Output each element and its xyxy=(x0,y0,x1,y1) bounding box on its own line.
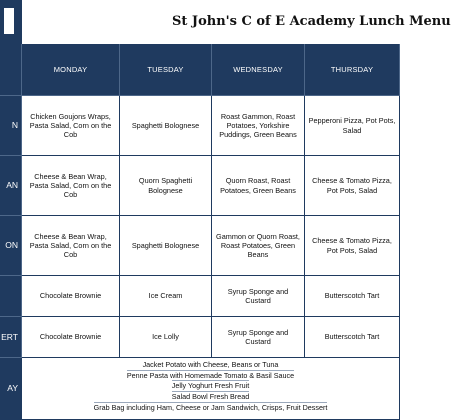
row-label: ERT xyxy=(0,317,22,358)
page-title: St John's C of E Academy Lunch Menu xyxy=(172,14,451,29)
daily-option: Salad Bowl Fresh Bread xyxy=(171,392,250,402)
menu-cell: Spaghetti Bolognese xyxy=(120,96,212,156)
menu-cell: Spaghetti Bolognese xyxy=(120,216,212,276)
row-label: AN xyxy=(0,156,22,216)
menu-cell: Chocolate Brownie xyxy=(22,276,120,317)
menu-cell: Syrup Sponge and Custard xyxy=(212,317,305,358)
row-label: N xyxy=(0,96,22,156)
corner-cell xyxy=(0,44,22,96)
menu-cell: Ice Lolly xyxy=(120,317,212,358)
logo-mark xyxy=(4,8,14,34)
menu-cell: Quorn Spaghetti Bolognese xyxy=(120,156,212,216)
row-label: AY xyxy=(0,358,22,420)
menu-table xyxy=(0,44,400,412)
menu-cell: Cheese & Tomato Pizza, Pot Pots, Salad xyxy=(305,216,400,276)
day-header-tuesday: TUESDAY xyxy=(120,44,212,96)
menu-cell: Butterscotch Tart xyxy=(305,317,400,358)
day-header-wednesday: WEDNESDAY xyxy=(212,44,305,96)
menu-cell: Cheese & Tomato Pizza, Pot Pots, Salad xyxy=(305,156,400,216)
menu-cell: Cheese & Bean Wrap, Pasta Salad, Corn on the Cob xyxy=(22,156,120,216)
row-label: ON xyxy=(0,216,22,276)
menu-cell: Chocolate Brownie xyxy=(22,317,120,358)
menu-cell: Gammon or Quorn Roast, Roast Potatoes, Green Beans xyxy=(212,216,305,276)
menu-cell: Cheese & Bean Wrap, Pasta Salad, Corn on the Cob xyxy=(22,216,120,276)
menu-cell: Butterscotch Tart xyxy=(305,276,400,317)
menu-cell: Chicken Goujons Wraps, Pasta Salad, Corn on the Cob xyxy=(22,96,120,156)
menu-cell: Roast Gammon, Roast Potatoes, Yorkshire Puddings, Green Beans xyxy=(212,96,305,156)
day-header-monday: MONDAY xyxy=(22,44,120,96)
school-logo xyxy=(0,0,22,44)
daily-option: Jelly Yoghurt Fresh Fruit xyxy=(171,381,250,391)
daily-option: Grab Bag including Ham, Cheese or Jam Sandwich, Crisps, Fruit Dessert xyxy=(93,402,328,412)
menu-cell: Quorn Roast, Roast Potatoes, Green Beans xyxy=(212,156,305,216)
day-header-thursday: THURSDAY xyxy=(305,44,400,96)
daily-option: Penne Pasta with Homemade Tomato & Basil Sauce xyxy=(126,370,295,380)
row-label xyxy=(0,276,22,317)
daily-option: Jacket Potato with Cheese, Beans or Tuna xyxy=(142,360,279,369)
daily-options xyxy=(22,358,400,420)
menu-cell: Ice Cream xyxy=(120,276,212,317)
menu-cell: Pepperoni Pizza, Pot Pots, Salad xyxy=(305,96,400,156)
title-bar xyxy=(0,0,451,44)
menu-cell: Syrup Sponge and Custard xyxy=(212,276,305,317)
